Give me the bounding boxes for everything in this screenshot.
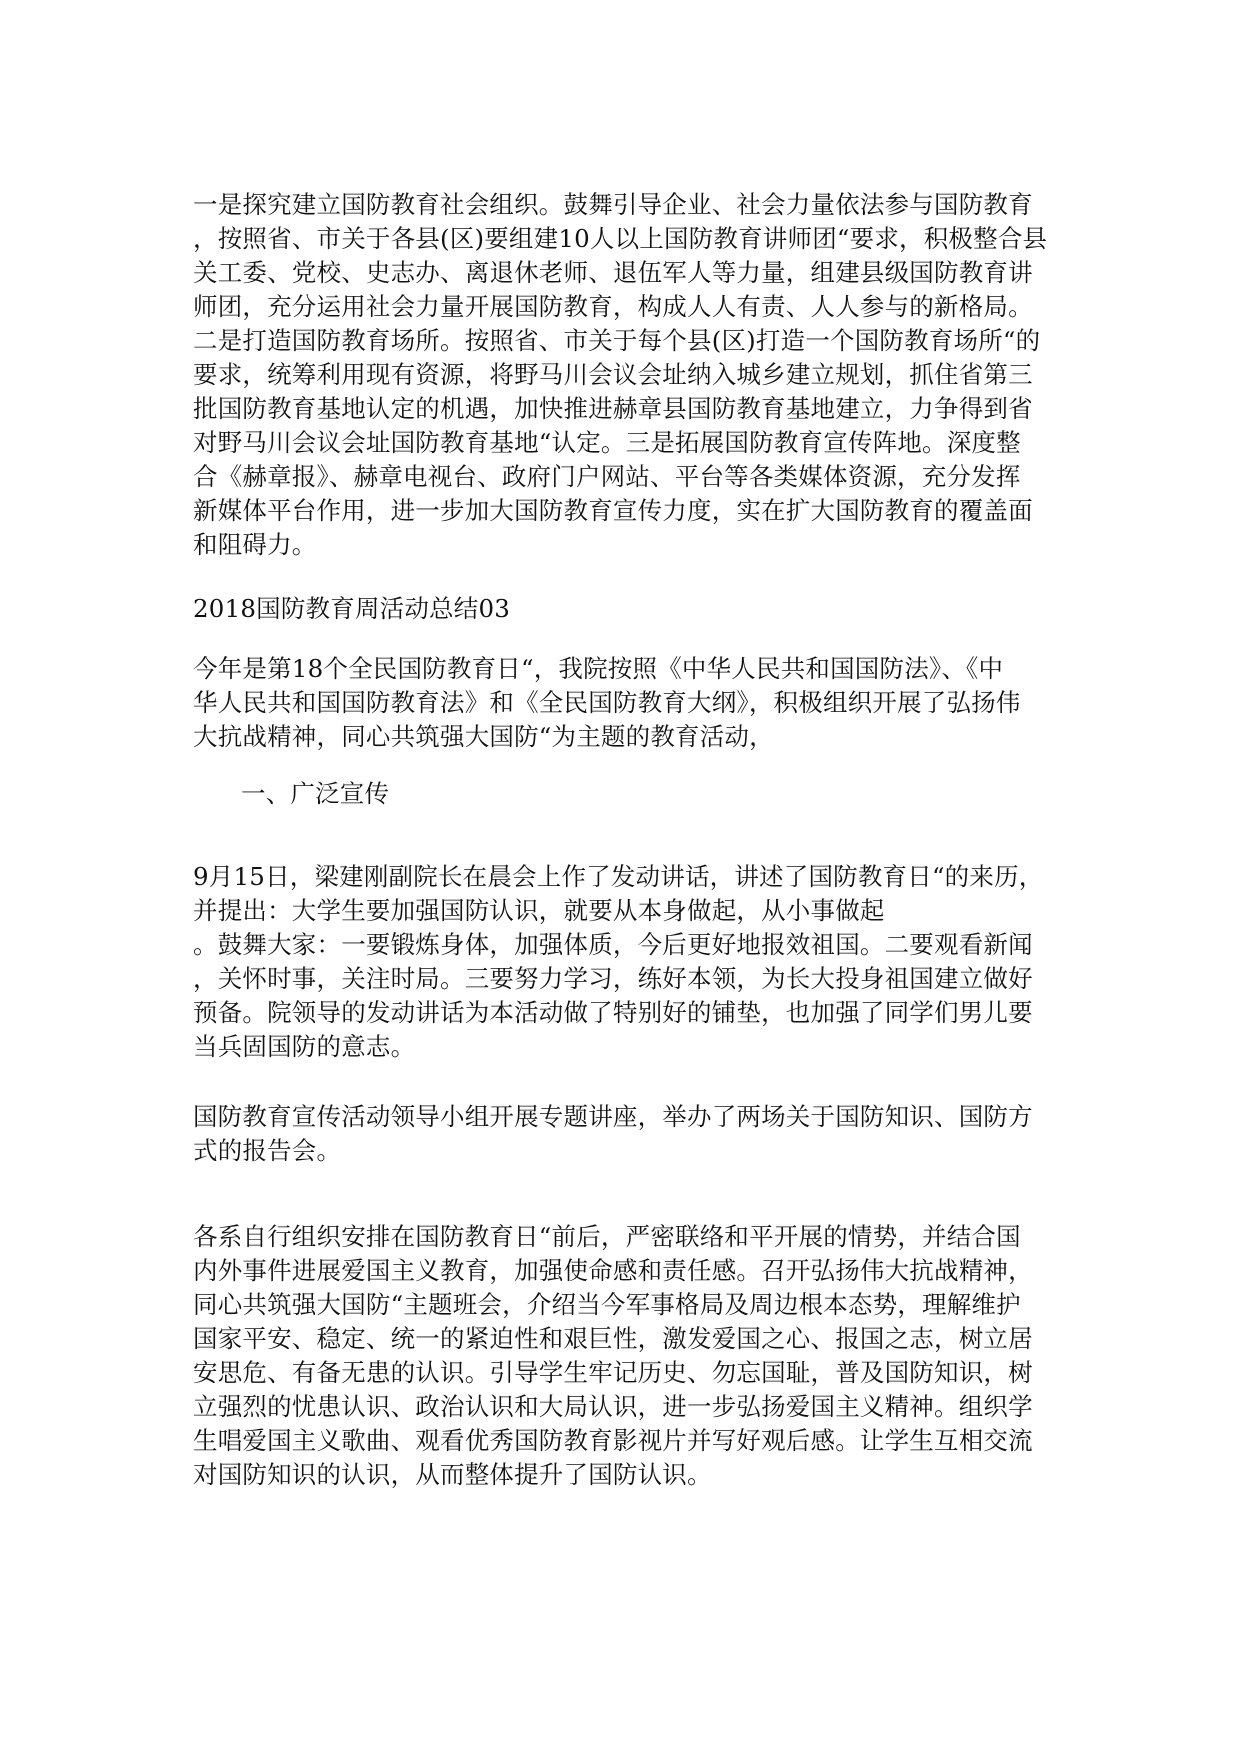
subsection-heading: [193, 777, 1053, 811]
text-line: 式的报告会。: [193, 1136, 342, 1165]
text-line: ，按照省、市关于各县(区)要组建10人以上国防教育讲师团“要求，积极整合县: [193, 224, 1048, 253]
paragraph-defense-organizations: [193, 188, 1053, 562]
text-line: 同心共筑强大国防“主题班会，介绍当今军事格局及周边根本态势，理解维护: [193, 1290, 1021, 1319]
section-heading: [193, 592, 1053, 626]
text-line: 当兵固国防的意志。: [193, 1032, 416, 1061]
text-line: 预备。院领导的发动讲话为本活动做了特别好的铺垫，也加强了同学们男儿要: [193, 998, 1033, 1027]
text-line: 立强烈的忧患认识、政治认识和大局认识，进一步弘扬爱国主义精神。组织学: [193, 1392, 1033, 1421]
text-line: 大抗战精神，同心共筑强大国防“为主题的教育活动，: [193, 722, 774, 751]
text-line: 国家平安、稳定、统一的紧迫性和艰巨性，激发爱国之心、报国之志，树立居: [193, 1324, 1033, 1353]
text-line: 并提出：大学生要加强国防认识，就要从本身做起，从小事做起: [193, 896, 885, 925]
text-line: 关工委、党校、史志办、离退休老师、退伍军人等力量，组建县级国防教育讲: [193, 258, 1033, 287]
paragraph-lectures: [193, 1100, 1053, 1168]
text-line: 对国防知识的认识，从而整体提升了国防认识。: [193, 1460, 712, 1489]
text-line: 内外事件进展爱国主义教育，加强使命感和责任感。召开弘扬伟大抗战精神，: [193, 1256, 1033, 1285]
text-line: 和阻碍力。: [193, 530, 317, 559]
text-line: 二是打造国防教育场所。按照省、市关于每个县(区)打造一个国防教育场所“的: [193, 326, 1041, 355]
text-line: 生唱爱国主义歌曲、观看优秀国防教育影视片并写好观后感。让学生互相交流: [193, 1426, 1033, 1455]
text-line: ，关怀时事，关注时局。三要努力学习，练好本领，为长大投身祖国建立做好: [193, 964, 1033, 993]
text-line: 今年是第18个全民国防教育日“，我院按照《中华人民共和国国防法》、《中: [193, 654, 1004, 683]
text-line: 华人民共和国国防教育法》和《全民国防教育大纲》，积极组织开展了弘扬伟: [193, 688, 1021, 717]
text-line: 要求，统筹利用现有资源，将野马川会议会址纳入城乡建立规划，抓住省第三: [193, 360, 1033, 389]
text-line: 安思危、有备无患的认识。引导学生牢记历史、勿忘国耻，普及国防知识，树: [193, 1358, 1033, 1387]
paragraph-class-activities: [193, 1220, 1053, 1492]
subsection-title: 一、广泛宣传: [241, 779, 390, 808]
paragraph-intro: [193, 652, 1053, 754]
text-line: 师团，充分运用社会力量开展国防教育，构成人人有责、人人参与的新格局。: [193, 292, 1033, 321]
text-line: 国防教育宣传活动领导小组开展专题讲座，举办了两场关于国防知识、国防方: [193, 1102, 1033, 1131]
text-line: 一是探究建立国防教育社会组织。鼓舞引导企业、社会力量依法参与国防教育: [193, 190, 1033, 219]
text-line: 9月15日，梁建刚副院长在晨会上作了发动讲话，讲述了国防教育日“的来历，: [193, 862, 1044, 891]
text-line: 合《赫章报》、赫章电视台、政府门户网站、平台等各类媒体资源，充分发挥: [193, 462, 1021, 491]
text-line: 新媒体平台作用，进一步加大国防教育宣传力度，实在扩大国防教育的覆盖面: [193, 496, 1033, 525]
document-heading: 2018国防教育周活动总结03: [193, 594, 511, 623]
text-line: 对野马川会议会址国防教育基地“认定。三是拓展国防教育宣传阵地。深度整: [193, 428, 1021, 457]
text-line: 批国防教育基地认定的机遇，加快推进赫章县国防教育基地建立，力争得到省: [193, 394, 1033, 423]
text-line: 。鼓舞大家：一要锻炼身体，加强体质，今后更好地报效祖国。二要观看新闻: [193, 930, 1033, 959]
text-line: 各系自行组织安排在国防教育日“前后，严密联络和平开展的情势，并结合国: [193, 1222, 1021, 1251]
paragraph-speech: [193, 860, 1053, 1064]
